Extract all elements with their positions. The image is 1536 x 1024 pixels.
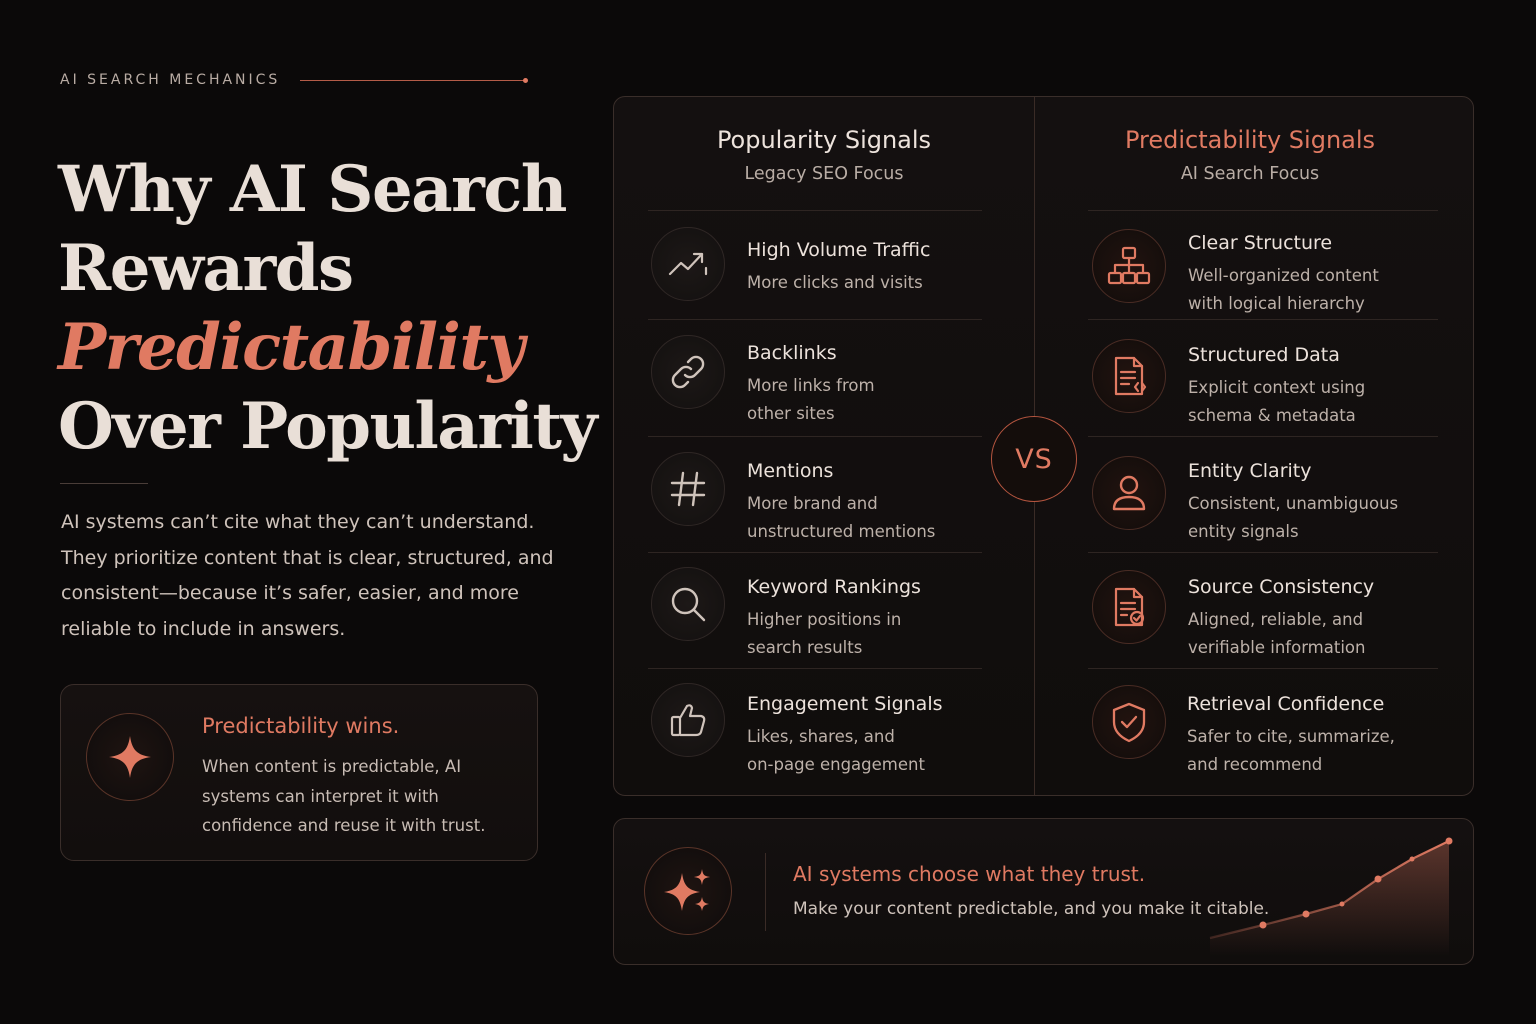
- document-check-icon: [1092, 570, 1166, 644]
- item-desc-line: Explicit context using: [1188, 378, 1366, 397]
- right-column-subtitle: AI Search Focus: [1180, 164, 1320, 184]
- item-description: [747, 723, 943, 778]
- left-column-subtitle: Legacy SEO Focus: [744, 164, 904, 184]
- banner-body: Make your content predictable, and you make it citable.: [793, 899, 1270, 919]
- row-separator: [1088, 210, 1438, 211]
- sparkle-icon: [86, 713, 174, 801]
- item-description: [1187, 723, 1395, 778]
- item-desc-line: More clicks and visits: [747, 273, 923, 292]
- banner-title: AI systems choose what they trust.: [793, 862, 1146, 886]
- row-separator: [648, 552, 982, 553]
- item-description: [747, 606, 921, 661]
- item-description: [1188, 606, 1374, 661]
- title-line-2: Rewards: [58, 231, 353, 306]
- callout-title: Predictability wins.: [202, 714, 400, 738]
- list-item: [1188, 576, 1374, 661]
- title-line-1: Why AI Search: [58, 152, 566, 227]
- item-desc-line: More brand and: [747, 494, 878, 513]
- callout-body: When content is predictable, AI systems can interpret it with confidence and reuse it with trust.: [202, 757, 486, 835]
- item-desc-line: Likes, shares, and: [747, 727, 895, 746]
- title-line-accent: Predictability: [58, 310, 524, 385]
- item-title: Keyword Rankings: [747, 576, 921, 598]
- item-description: [1188, 490, 1398, 545]
- item-description: [747, 372, 875, 427]
- thumbs-up-icon: [651, 683, 725, 757]
- list-item: [747, 460, 935, 545]
- item-desc-line: with logical hierarchy: [1188, 293, 1365, 313]
- page-title: [58, 150, 597, 466]
- item-title: Structured Data: [1188, 344, 1340, 366]
- hash-icon: [651, 452, 725, 526]
- list-item: [1188, 344, 1365, 429]
- row-separator: [1088, 436, 1438, 437]
- link-icon: [651, 335, 725, 409]
- item-desc-line: search results: [747, 637, 863, 657]
- item-title: Backlinks: [747, 342, 837, 364]
- item-desc-line: Aligned, reliable, and: [1188, 610, 1364, 629]
- item-description: [747, 490, 935, 545]
- sparkles-icon: [644, 847, 732, 935]
- list-item: [1188, 232, 1379, 317]
- item-desc-line: and recommend: [1187, 754, 1323, 774]
- divider: [60, 483, 148, 484]
- row-separator: [648, 210, 982, 211]
- list-item: [1188, 460, 1398, 545]
- row-separator: [648, 436, 982, 437]
- row-separator: [1088, 668, 1438, 669]
- item-title: Mentions: [747, 460, 834, 482]
- left-column-title: Popularity Signals: [716, 126, 932, 154]
- user-icon: [1092, 456, 1166, 530]
- item-description: [1188, 374, 1365, 429]
- trending-up-icon: [651, 227, 725, 301]
- item-desc-line: schema & metadata: [1188, 405, 1356, 425]
- list-item: [1187, 693, 1395, 778]
- item-title: High Volume Traffic: [747, 239, 931, 261]
- row-separator: [648, 319, 982, 320]
- vs-badge: VS: [991, 416, 1077, 502]
- trend-decoration: [1200, 832, 1460, 956]
- item-title: Entity Clarity: [1188, 460, 1312, 482]
- intro-paragraph: AI systems can’t cite what they can’t understand. They prioritize content that is clear, structured, and consistent—because it’s safer, easier, and more reliable to include in answers.: [61, 511, 554, 640]
- item-description: [747, 269, 931, 297]
- left-column-header: [648, 126, 1000, 184]
- item-title: Retrieval Confidence: [1187, 693, 1385, 715]
- item-desc-line: unstructured mentions: [747, 521, 936, 541]
- item-desc-line: other sites: [747, 403, 835, 423]
- list-item: [747, 693, 943, 778]
- document-code-icon: [1092, 339, 1166, 413]
- item-desc-line: entity signals: [1188, 521, 1299, 541]
- item-desc-line: Safer to cite, summarize,: [1187, 727, 1395, 746]
- item-desc-line: Higher positions in: [747, 610, 902, 629]
- eyebrow: [60, 72, 526, 88]
- right-column-header: [1074, 126, 1426, 184]
- item-desc-line: on-page engagement: [747, 754, 925, 774]
- eyebrow-line: [300, 80, 526, 81]
- title-line-4: Over Popularity: [58, 389, 597, 464]
- item-desc-line: Consistent, unambiguous: [1188, 494, 1399, 513]
- shield-check-icon: [1092, 685, 1166, 759]
- search-icon: [651, 567, 725, 641]
- item-title: Clear Structure: [1188, 232, 1333, 254]
- list-item: [747, 576, 921, 661]
- item-title: Source Consistency: [1188, 576, 1375, 598]
- list-item: [747, 342, 875, 427]
- eyebrow-label: AI SEARCH MECHANICS: [60, 72, 281, 88]
- item-desc-line: verifiable information: [1188, 637, 1366, 657]
- item-description: [1188, 262, 1379, 317]
- item-desc-line: More links from: [747, 376, 875, 395]
- item-desc-line: Well-organized content: [1188, 266, 1379, 285]
- right-column-title: Predictability Signals: [1124, 126, 1376, 154]
- row-separator: [1088, 319, 1438, 320]
- row-separator: [1088, 552, 1438, 553]
- row-separator: [648, 668, 982, 669]
- banner-separator: [765, 853, 766, 931]
- hierarchy-icon: [1092, 229, 1166, 303]
- item-title: Engagement Signals: [747, 693, 943, 715]
- list-item: [747, 239, 931, 297]
